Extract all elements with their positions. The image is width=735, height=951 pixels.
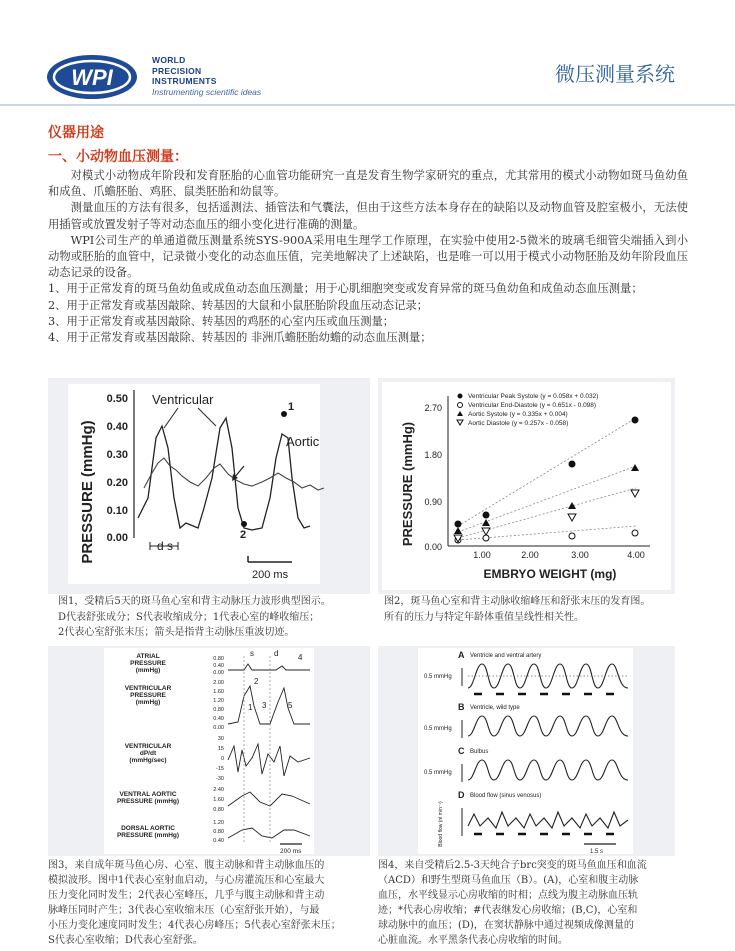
fig2-ylabel: PRESSURE (mmHg) [400,421,415,547]
figure-3-panel [48,646,370,856]
fig3-tick: 0.00 [213,725,224,731]
fig4-row-title: Ventricle and ventral artery [470,653,542,659]
figure-2-panel [378,378,675,594]
figure-4-caption [378,858,683,948]
fig4-scale: 0.5 mmHg [424,674,452,680]
fig3-tick: 0.80 [213,707,224,713]
caption-line: 模拟波形。图中1代表心室射血启动，与心房灌流压和心室最大 [48,875,325,886]
fig2-ytick: 0.90 [424,497,442,507]
caption-line: 图2，斑马鱼心室和背主动脉收缩峰压和舒张末压的发育图。 [384,596,651,607]
fig1-marker-1 [281,411,287,417]
fig3-top-label: 4 [298,653,303,662]
fig4-row-title: Bulbus [470,749,489,755]
fig3-tick: 0.80 [213,829,224,835]
brand-line: INSTRUMENTS [152,76,217,86]
fig3-tick: 2.00 [213,680,224,686]
fig4-row-title: Blood flow (sinus venosus) [470,793,542,799]
fig3-tick: 15 [217,746,224,752]
caption-line: 图1，受精后5天的斑马鱼心室和背主动脉压力波形典型图示。 [58,596,331,607]
fig1-marker-label: 1 [288,401,295,413]
figure-1-chart [48,378,370,594]
caption-line: 心脏血流。水平黑条代表心房收缩的时间。 [378,935,568,946]
caption-line: 球动脉中的血压；(D)，在窦状静脉中通过视频成像测量的 [378,920,634,931]
figure-1-panel [48,378,370,594]
fig1-ytick: 0.50 [106,393,128,405]
fig3-tick: 0.40 [213,663,224,669]
wpi-logo [44,52,140,102]
logo-text: WPI [71,65,113,90]
caption-line: D代表舒张成分；S代表收缩成分；1代表心室的峰收缩压； [58,611,320,623]
fig3-top-label: s [250,649,254,658]
fig3-trace-label: VENTRICULAR [124,685,172,692]
fig4-row-letter: D [458,790,465,800]
subsection-title: 一、小动物血压测量： [48,149,188,165]
list-item: 3、用于正常发育或基因敲除、转基因的鸡胚的心室内压或血压测量； [48,314,395,328]
fig3-tick: 1.60 [213,689,224,695]
figure-1-caption [58,594,380,641]
fig3-tick: 2.40 [213,787,224,793]
fig1-aortic-label: Aortic [286,434,320,449]
fig2-ytick: 2.70 [424,403,442,413]
fig3-tick: -30 [216,776,224,782]
system-title: 微压测量系统 [555,62,675,86]
fig1-ytick: 0.00 [106,532,128,544]
list-item: 1、用于正常发育的斑马鱼幼鱼或成鱼动态血压测量；用于心肌细胞突变或发育异常的斑马鱼幼鱼和成鱼动态血压测量； [48,282,643,296]
fig4-scale: 0.5 mmHg [424,770,452,776]
fig4-row-letter: B [458,702,465,712]
fig3-tick: 0.80 [213,807,224,813]
figure-4-panel [378,646,675,856]
fig3-marker: 3 [262,701,267,710]
fig4-time-scale-label: 1.5 s [590,849,604,855]
figure-2-caption [384,594,679,625]
figure-3-caption [48,858,378,948]
caption-line: 小压力变化速度同时发生；4代表心房峰压；5代表心室舒张末压； [48,920,341,931]
fig3-tick: 0 [220,756,224,762]
fig1-ytick: 0.10 [106,505,128,517]
caption-line: S代表心室收缩；D代表心室舒张。 [48,935,203,946]
list-item: 4、用于正常发育或基因敲除、转基因的 非洲爪蟾胚胎幼蟾的动态血压测量； [48,331,432,345]
fig1-d-label: d [157,539,164,553]
fig1-marker-label: 2 [240,529,247,541]
fig1-s-label: s [167,539,173,553]
fig2-ytick: 0.00 [424,542,442,552]
fig3-scale-label: 200 ms [280,848,302,855]
caption-line: 压力变化同时发生；2代表心室峰压，几乎与腹主动脉和背主动 [48,890,325,901]
caption-line: 所有的压力与特定年龄体重值呈线性相关性。 [384,611,584,623]
fig2-xlabel: EMBRYO WEIGHT (mg) [483,567,617,581]
caption-line: 血压，水平线显示心房收缩的时相；点线为腹主动脉血压轨 [378,890,638,901]
fig3-trace-label: PRESSURE [130,692,166,699]
paragraph: 测量血压的方法有很多，包括遥测法、插管法和气囊法，但由于这些方法本身存在的缺陷以及动物血管及腔室极小，无法使用插管或放置发射子等对动态血压的细小变化进行准确的测量。 [48,201,688,231]
fig3-trace-label: (mmHg/sec) [129,757,167,764]
fig3-tick: 0.40 [213,716,224,722]
figure-4-chart [378,646,675,856]
fig2-xtick: 1.00 [473,550,491,560]
brand-name [152,55,261,97]
fig1-ventricular-label: Ventricular [152,392,214,407]
fig3-marker: 1 [248,703,253,712]
fig3-trace-label: VENTRAL AORTIC [119,791,177,798]
caption-line: 图4，来自受精后2.5-3天纯合子brc突变的斑马鱼血压和血流 [378,860,647,871]
brand-line: WORLD [152,55,186,65]
fig3-trace-label: dP/dt [139,750,157,757]
fig3-trace-label: (mmHg) [135,667,161,674]
page-header [0,0,735,110]
fig1-ytick: 0.30 [106,449,128,461]
fig2-xtick: 4.00 [627,550,645,560]
fig1-ytick: 0.20 [106,477,128,489]
fig4-scale: 0.5 mmHg [424,726,452,732]
fig3-tick: 0.40 [213,838,224,844]
fig4-row-letter: C [458,746,465,756]
brand-tagline: Instrumenting scientific ideas [152,86,262,97]
fig3-trace-label: PRESSURE [130,660,166,667]
fig2-ytick: 1.80 [424,450,442,460]
fig3-tick: 0.80 [213,656,224,662]
fig3-tick: -15 [216,766,224,772]
fig3-trace-label: DORSAL AORTIC [121,825,175,832]
figure-2-chart [378,378,675,594]
fig2-legend-entry: Aortic Systole (y = 0.335x + 0.004) [468,411,568,418]
fig2-legend-entry: Ventricular End-Diastole (y = 0.651x - 0.098) [468,402,597,409]
header-divider [0,104,735,106]
fig3-top-label: d [274,649,279,658]
fig2-legend-entry: Ventricular Peak Systole (y = 0.058x + 0.032) [468,393,599,400]
fig3-trace-label: PRESSURE (mmHg) [116,832,180,839]
fig3-marker: 5 [288,701,293,710]
list-item: 2、用于正常发育或基因敲除、转基因的大鼠和小鼠胚胎阶段血压动态记录； [48,298,428,312]
fig2-xtick: 2.00 [521,550,539,560]
fig2-legend-entry: Aortic Diastole (y = 0.257x - 0.058) [468,420,569,427]
fig3-trace-label: PRESSURE (mmHg) [116,798,180,805]
fig1-marker-2 [241,521,247,527]
paragraph: 对模式小动物成年阶段和发育胚胎的心血管功能研究一直是发育生物学家研究的重点，尤其常用的模式小动物如斑马鱼幼鱼和成鱼、爪蟾胚胎、鸡胚、鼠类胚胎和幼鼠等。 [48,169,688,199]
fig2-xtick: 3.00 [571,550,589,560]
caption-line: 2代表心室舒张末压；箭头是指背主动脉压重波切迹。 [58,627,295,638]
body-text [48,168,688,346]
fig3-trace-label: VENTRICULAR [124,743,172,750]
fig1-ytick: 0.40 [106,421,128,433]
fig3-marker: 2 [254,677,259,686]
fig4-scale: Blood flow (nl min⁻¹) [438,801,444,847]
caption-line: 脉峰压同时产生；3代表心室收缩末压（心室舒张开始），与最 [48,905,320,916]
fig1-ylabel: PRESSURE (mmHg) [79,420,96,564]
figure-3-chart [48,646,370,856]
fig3-tick: 1.20 [213,820,224,826]
fig1-scale-label: 200 ms [252,569,289,581]
fig3-tick: 0.00 [213,670,224,676]
caption-line: （ACD）和野生型斑马鱼血压（B）。(A)，心室和腹主动脉 [378,875,639,886]
paragraph: WPI公司生产的单通道微压测量系统SYS-900A采用电生理学工作原理，在实验中使用2-5微米的玻璃毛细管尖端插入到小动物或胚胎的血管中，记录微小变化的动态血压值，完美地解决了上述缺陷，也是唯一可以用于模式小动物胚胎及幼年阶段血压动态记录的设备。 [48,233,688,280]
brand-line: PRECISION [152,65,202,76]
section-title: 仪器用途 [48,125,104,141]
fig4-row-letter: A [458,650,465,660]
fig3-tick: 1.60 [213,797,224,803]
fig3-tick: 30 [217,736,224,742]
fig3-trace-label: ATRIAL [136,653,160,660]
application-list [48,281,688,346]
caption-line: 迹；*代表心房收缩；#代表继发心房收缩；(B,C)，心室和 [378,905,638,916]
fig4-row-title: Ventricle, wild type [470,705,520,711]
fig3-trace-label: (mmHg) [135,699,161,706]
fig3-tick: 1.20 [213,698,224,704]
caption-line: 图3，来自成年斑马鱼心房、心室、腹主动脉和背主动脉血压的 [48,860,325,871]
